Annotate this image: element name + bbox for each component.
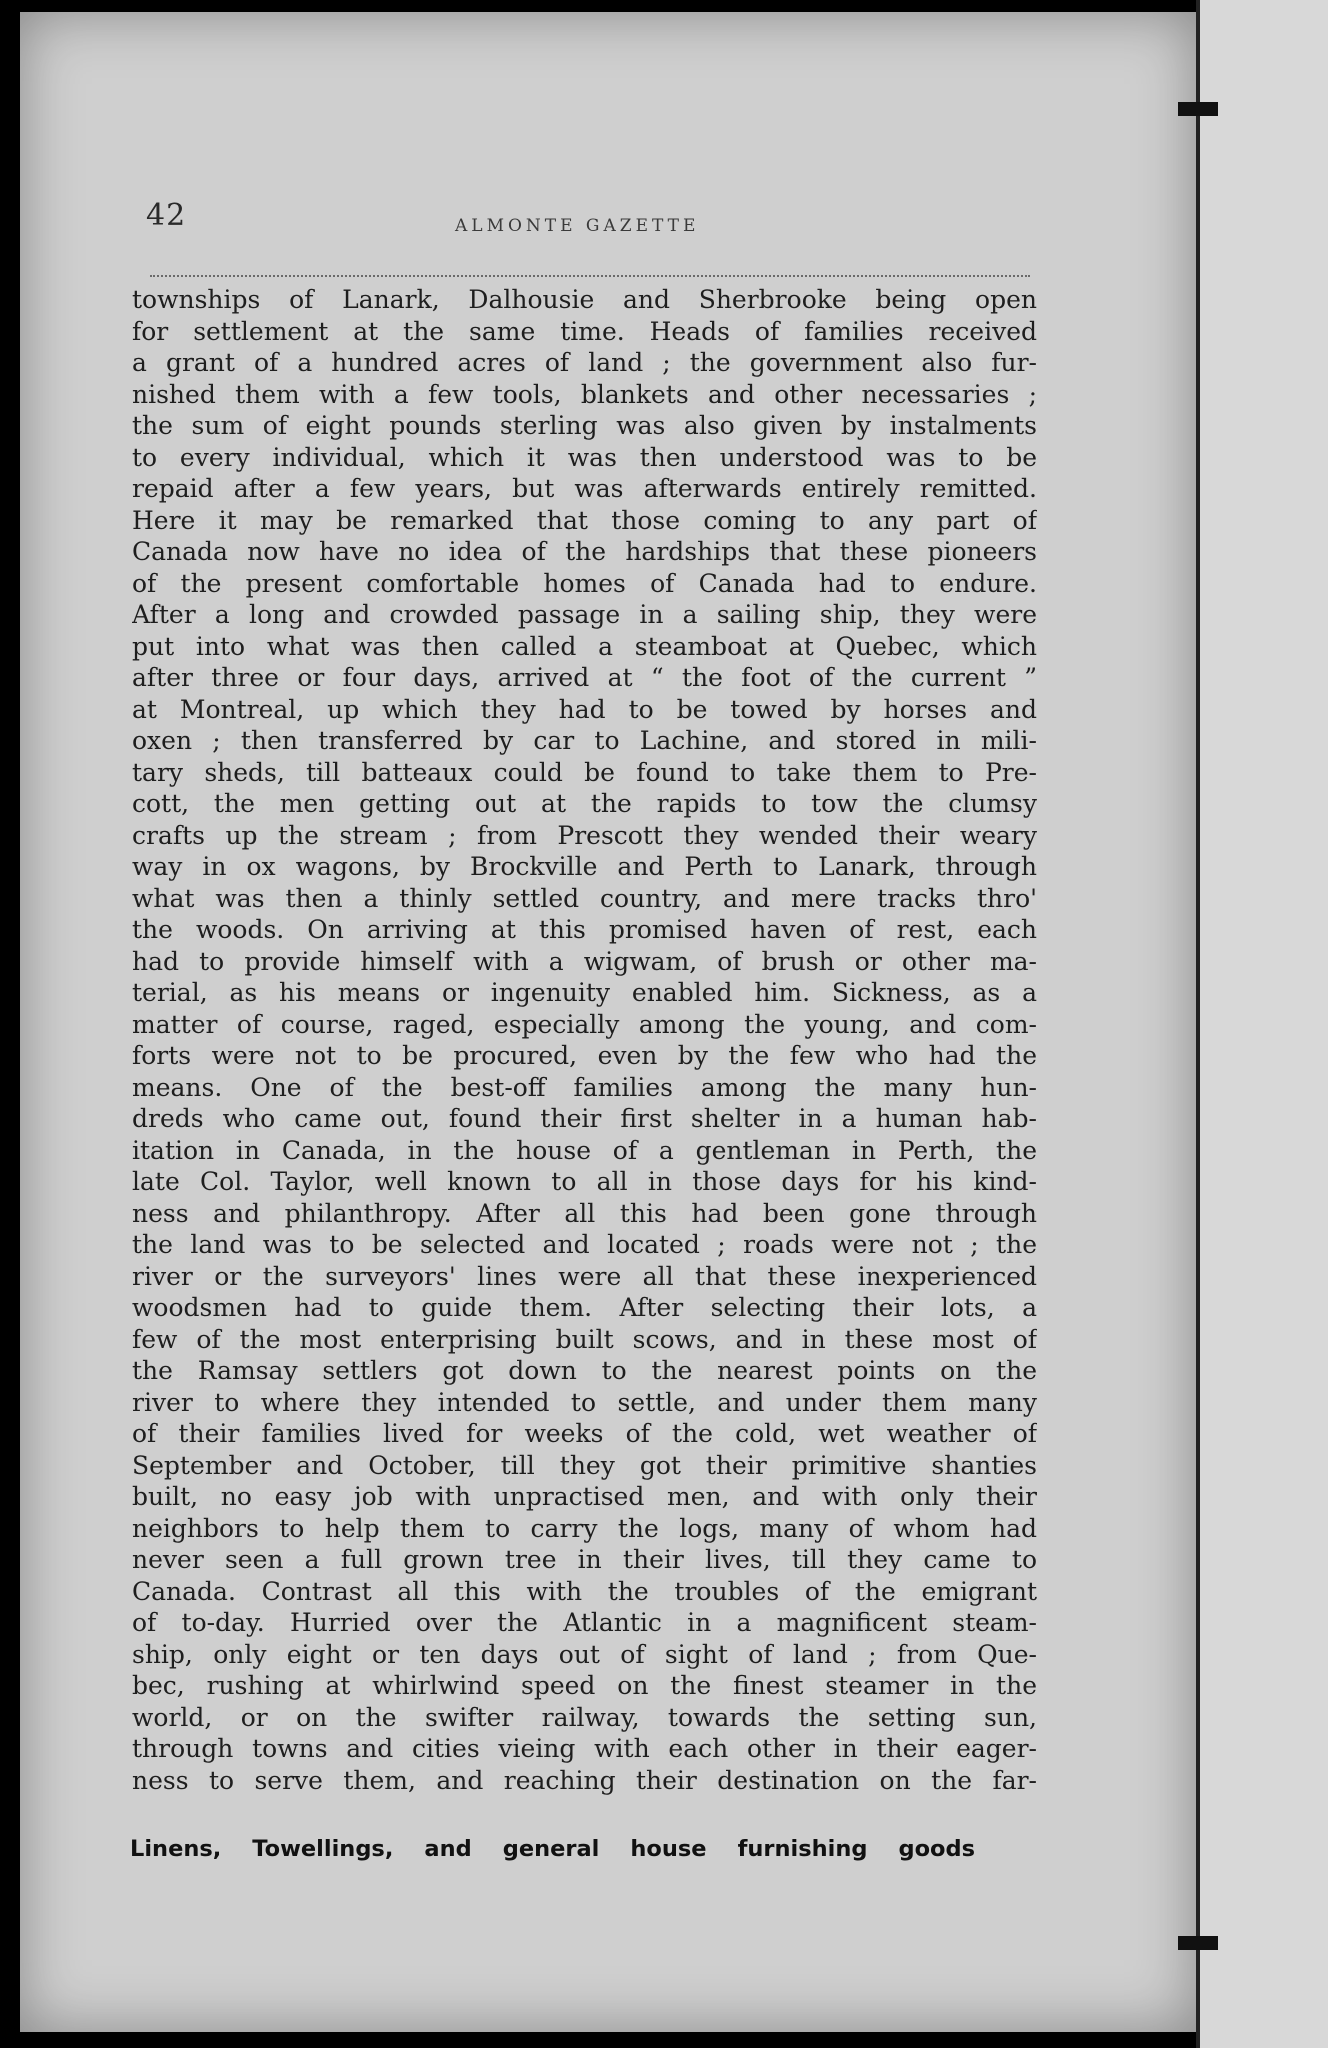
text-line: dreds who came out, found their first shelter in a human hab- <box>132 1104 1037 1133</box>
text-line: cott, the men getting out at the rapids to tow the clumsy <box>132 789 1037 818</box>
text-line: world, or on the swifter railway, towards the setting sun, <box>132 1702 1037 1732</box>
text-line: woodsmen had to guide them. After selecting their lots, a <box>132 1293 1037 1322</box>
text-line: put into what was then called a steamboat at Quebec, which <box>132 631 1037 661</box>
text-line: built, no easy job with unpractised men, and with only their <box>132 1482 1037 1511</box>
page-tab-top <box>1178 102 1218 116</box>
text-line: Here it may be remarked that those coming to any part of <box>132 505 1037 535</box>
text-line: repaid after a few years, but was afterwards entirely remitted. <box>132 474 1037 503</box>
text-line: late Col. Taylor, well known to all in those days for his kind- <box>132 1167 1037 1196</box>
text-line: the woods. On arriving at this promised haven of rest, each <box>132 915 1037 944</box>
text-line: few of the most enterprising built scows, and in these most of <box>132 1324 1037 1354</box>
text-line: the land was to be selected and located ; roads were not ; the <box>132 1230 1037 1259</box>
text-line: means. One of the best-off families among the many hun- <box>132 1072 1037 1102</box>
advertisement-line: Linens, Towellings, and general house furnishing goods <box>130 1836 975 1862</box>
text-line: river or the surveyors' lines were all that these inexperienced <box>132 1261 1037 1291</box>
text-line: a grant of a hundred acres of land ; the government also fur- <box>132 348 1037 377</box>
text-line: what was then a thinly settled country, and mere tracks thro' <box>132 883 1037 913</box>
page-tab-bottom <box>1178 1936 1218 1950</box>
text-line: at Montreal, up which they had to be towed by horses and <box>132 694 1037 724</box>
text-line: nished them with a few tools, blankets and other necessaries ; <box>132 379 1037 409</box>
text-line: ship, only eight or ten days out of sight of land ; from Que- <box>132 1639 1037 1669</box>
text-line: to every individual, which it was then understood was to be <box>132 442 1037 472</box>
text-line: of their families lived for weeks of the cold, wet weather of <box>132 1419 1037 1448</box>
text-line: crafts up the stream ; from Prescott they wended their weary <box>132 820 1037 850</box>
text-line: of to-day. Hurried over the Atlantic in a magnificent steam- <box>132 1608 1037 1637</box>
text-line: for settlement at the same time. Heads of families received <box>132 316 1037 346</box>
text-line: tary sheds, till batteaux could be found to take them to Pre- <box>132 757 1037 787</box>
text-line: oxen ; then transferred by car to Lachine, and stored in mili- <box>132 726 1037 755</box>
text-line: never seen a full grown tree in their lives, till they came to <box>132 1545 1037 1574</box>
body-text <box>132 284 1037 1796</box>
right-margin-strip <box>1196 0 1328 2048</box>
text-line: After a long and crowded passage in a sailing ship, they were <box>132 600 1037 629</box>
text-line: Canada. Contrast all this with the troubles of the emigrant <box>132 1576 1037 1606</box>
text-line: ness and philanthropy. After all this had been gone through <box>132 1198 1037 1228</box>
text-line: September and October, till they got their primitive shanties <box>132 1450 1037 1480</box>
text-line: itation in Canada, in the house of a gentleman in Perth, the <box>132 1135 1037 1165</box>
text-line: of the present comfortable homes of Canada had to endure. <box>132 568 1037 598</box>
header-rule <box>150 275 1030 277</box>
text-line: matter of course, raged, especially among the young, and com- <box>132 1009 1037 1039</box>
running-head: ALMONTE GAZETTE <box>455 216 700 236</box>
text-line: way in ox wagons, by Brockville and Perth to Lanark, through <box>132 852 1037 881</box>
text-line: townships of Lanark, Dalhousie and Sherbrooke being open <box>132 285 1037 314</box>
text-line: forts were not to be procured, even by the few who had the <box>132 1041 1037 1070</box>
text-line: Canada now have no idea of the hardships that these pioneers <box>132 537 1037 566</box>
text-line: bec, rushing at whirlwind speed on the finest steamer in the <box>132 1671 1037 1700</box>
text-line: the Ramsay settlers got down to the nearest points on the <box>132 1356 1037 1385</box>
text-line: had to provide himself with a wigwam, of brush or other ma- <box>132 946 1037 976</box>
text-line: after three or four days, arrived at “ the foot of the current ” <box>132 663 1037 692</box>
text-line: the sum of eight pounds sterling was also given by instalments <box>132 411 1037 440</box>
text-line: river to where they intended to settle, and under them many <box>132 1387 1037 1417</box>
text-line: through towns and cities vieing with each other in their eager- <box>132 1734 1037 1763</box>
text-line: terial, as his means or ingenuity enabled him. Sickness, as a <box>132 978 1037 1007</box>
binding-edge <box>1196 0 1200 2048</box>
text-line: neighbors to help them to carry the logs, many of whom had <box>132 1513 1037 1543</box>
text-line: ness to serve them, and reaching their destination on the far- <box>132 1765 1037 1795</box>
page-number: 42 <box>146 198 187 233</box>
